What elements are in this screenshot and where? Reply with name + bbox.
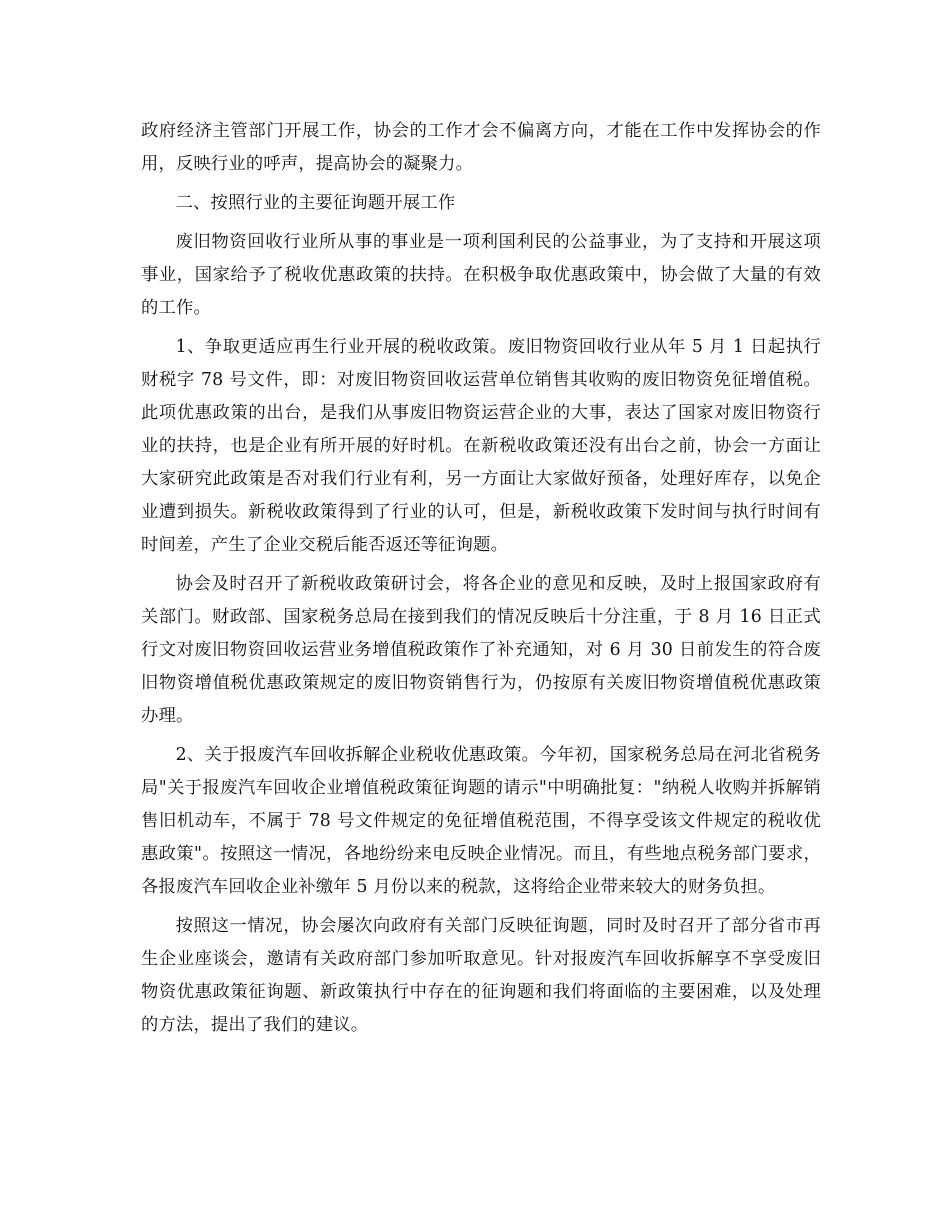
- paragraph-item-1: 1、争取更适应再生行业开展的税收政策。废旧物资回收行业从年 5 月 1 日起执行财税字 78 号文件，即：对废旧物资回收运营单位销售其收购的废旧物资免征增值税。此项优惠政策的出台，是我们从事废旧物资运营企业的大事，表达了国家对废旧物资行业的扶持，也是企业有所开展的好时机。在新税收政策还没有出台之前，协会一方面让大家研究此政策是否对我们行业有利，另一方面让大家做好预备，处理好库存，以免企业遭到损失。新税收政策得到了行业的认可，但是，新税收政策下发时间与执行时间有时间差，产生了企业交税后能否返还等征询题。: [141, 337, 821, 555]
- paragraph-item-2: 2、关于报废汽车回收拆解企业税收优惠政策。今年初，国家税务总局在河北省税务局"关于报废汽车回收企业增值税政策征询题的请示"中明确批复："纳税人收购并拆解销售旧机动车，不属于 78 号文件规定的免征增值税范围，不得享受该文件规定的税收优惠政策"。按照这一情况，各地纷纷来电反映企业情况。而且，有些地点税务部门要求，各报废汽车回收企业补缴年 5 月份以来的税款，这将给企业带来较大的财务负担。: [141, 745, 821, 897]
- document-body: [141, 115, 821, 1048]
- paragraph-seminar: 协会及时召开了新税收政策研讨会，将各企业的意见和反映，及时上报国家政府有关部门。财政部、国家税务总局在接到我们的情况反映后十分注重，于 8 月 16 日正式行文对废旧物资回收运营业务增值税政策作了补充通知，对 6 月 30 日前发生的符合废旧物资增值税优惠政策规定的废旧物资销售行为，仍按原有关废旧物资增值税优惠政策办理。: [141, 574, 821, 726]
- paragraph-intro: 废旧物资回收行业所从事的事业是一项利国利民的公益事业，为了支持和开展这项事业，国家给予了税收优惠政策的扶持。在积极争取优惠政策中，协会做了大量的有效的工作。: [141, 232, 821, 318]
- paragraph-continuation: 政府经济主管部门开展工作，协会的工作才会不偏离方向，才能在工作中发挥协会的作用，反映行业的呼声，提高协会的凝聚力。: [141, 121, 821, 174]
- section-heading: 二、按照行业的主要征询题开展工作: [175, 193, 456, 213]
- paragraph-response: 按照这一情况，协会屡次向政府有关部门反映征询题，同时及时召开了部分省市再生企业座谈会，邀请有关政府部门参加听取意见。针对报废汽车回收拆解享不享受废旧物资优惠政策征询题、新政策执行中存在的征询题和我们将面临的主要困难，以及处理的方法，提出了我们的建议。: [141, 916, 821, 1035]
